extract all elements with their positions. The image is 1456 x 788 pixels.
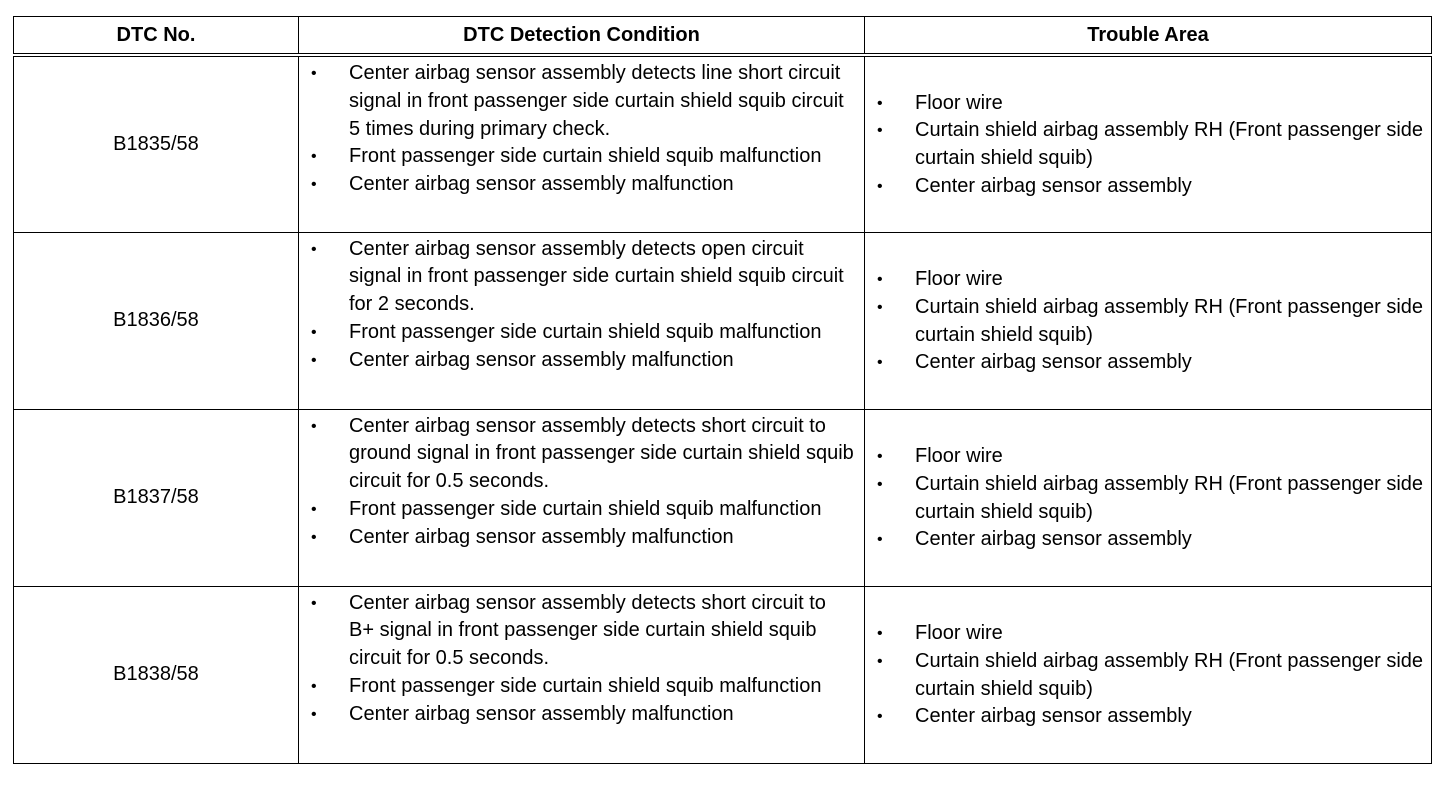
trouble-area-cell [865, 586, 1432, 763]
bullet-icon: • [877, 475, 883, 493]
bullet-icon: • [311, 176, 317, 194]
condition-item [299, 347, 864, 375]
condition-item-list [299, 57, 864, 199]
trouble-area-item-text: Curtain shield airbag assembly RH (Front passenger side curtain shield squib) [915, 649, 1424, 700]
condition-item [299, 171, 864, 199]
bullet-icon: • [311, 528, 317, 546]
bullet-icon: • [877, 624, 883, 642]
dtc-code-cell: B1836/58 [14, 232, 299, 409]
condition-item-text: Center airbag sensor assembly malfunction [349, 525, 734, 548]
condition-item-text: Front passenger side curtain shield squib malfunction [349, 145, 822, 168]
trouble-area-item-text: Center airbag sensor assembly [915, 705, 1192, 728]
condition-item [299, 590, 864, 673]
dtc-code-cell: B1838/58 [14, 586, 299, 763]
bullet-icon: • [311, 351, 317, 369]
trouble-area-item-text: Curtain shield airbag assembly RH (Front passenger side curtain shield squib) [915, 119, 1424, 170]
bullet-icon: • [877, 94, 883, 112]
detection-condition-cell [299, 55, 865, 232]
trouble-area-item-text: Floor wire [915, 267, 1003, 290]
header-detection-condition: DTC Detection Condition [299, 17, 865, 56]
detection-condition-cell [299, 409, 865, 586]
trouble-area-item-text: Floor wire [915, 91, 1003, 114]
trouble-area-item-list [865, 88, 1431, 201]
trouble-area-item-text: Floor wire [915, 621, 1003, 644]
bullet-icon: • [311, 323, 317, 341]
trouble-area-item [865, 471, 1431, 527]
condition-item-list [299, 410, 864, 552]
condition-item [299, 236, 864, 319]
header-dtc-no: DTC No. [14, 17, 299, 56]
trouble-area-item [865, 620, 1431, 648]
trouble-area-cell [865, 232, 1432, 409]
condition-item-text: Front passenger side curtain shield squib malfunction [349, 674, 822, 697]
detection-condition-cell [299, 232, 865, 409]
trouble-area-item-list [865, 264, 1431, 377]
bullet-icon: • [877, 122, 883, 140]
bullet-icon: • [311, 148, 317, 166]
bullet-icon: • [877, 708, 883, 726]
trouble-area-cell [865, 409, 1432, 586]
condition-item-text: Center airbag sensor assembly malfunction [349, 173, 734, 196]
detection-condition-cell [299, 586, 865, 763]
trouble-area-item [865, 526, 1431, 554]
trouble-area-item-list [865, 618, 1431, 731]
table-row [14, 55, 1432, 232]
bullet-icon: • [877, 354, 883, 372]
condition-item-list [299, 587, 864, 729]
trouble-area-item [865, 349, 1431, 377]
condition-item [299, 673, 864, 701]
condition-item-text: Front passenger side curtain shield squib malfunction [349, 320, 822, 343]
condition-item-text: Center airbag sensor assembly detects short circuit to B+ signal in front passenger side curtain shield squib circuit for 0.5 seconds. [349, 591, 826, 670]
bullet-icon: • [311, 240, 317, 258]
condition-item [299, 496, 864, 524]
bullet-icon: • [877, 270, 883, 288]
trouble-area-item [865, 266, 1431, 294]
condition-item-text: Center airbag sensor assembly detects short circuit to ground signal in front passenger side curtain shield squib circuit for 0.5 seconds. [349, 414, 854, 493]
bullet-icon: • [877, 178, 883, 196]
bullet-icon: • [877, 531, 883, 549]
dtc-table [13, 16, 1432, 764]
bullet-icon: • [311, 594, 317, 612]
bullet-icon: • [311, 500, 317, 518]
condition-item [299, 143, 864, 171]
trouble-area-item-text: Floor wire [915, 444, 1003, 467]
bullet-icon: • [877, 447, 883, 465]
trouble-area-item [865, 173, 1431, 201]
trouble-area-item [865, 117, 1431, 173]
condition-item [299, 319, 864, 347]
trouble-area-item [865, 443, 1431, 471]
bullet-icon: • [877, 652, 883, 670]
trouble-area-item [865, 648, 1431, 704]
condition-item-list [299, 233, 864, 375]
trouble-area-item-text: Curtain shield airbag assembly RH (Front passenger side curtain shield squib) [915, 472, 1424, 523]
trouble-area-cell [865, 55, 1432, 232]
table-row [14, 586, 1432, 763]
trouble-area-item-text: Center airbag sensor assembly [915, 351, 1192, 374]
trouble-area-item [865, 294, 1431, 350]
dtc-code-cell: B1835/58 [14, 55, 299, 232]
table-row [14, 409, 1432, 586]
trouble-area-item-text: Curtain shield airbag assembly RH (Front passenger side curtain shield squib) [915, 295, 1424, 346]
trouble-area-item-list [865, 441, 1431, 554]
dtc-code-cell: B1837/58 [14, 409, 299, 586]
trouble-area-item [865, 703, 1431, 731]
bullet-icon: • [311, 677, 317, 695]
header-trouble-area: Trouble Area [865, 17, 1432, 56]
condition-item [299, 701, 864, 729]
bullet-icon: • [311, 417, 317, 435]
trouble-area-item [865, 90, 1431, 118]
condition-item-text: Front passenger side curtain shield squib malfunction [349, 497, 822, 520]
trouble-area-item-text: Center airbag sensor assembly [915, 175, 1192, 198]
condition-item [299, 413, 864, 496]
condition-item-text: Center airbag sensor assembly detects open circuit signal in front passenger side curtain shield squib circuit for 2 seconds. [349, 237, 844, 316]
condition-item [299, 60, 864, 143]
condition-item [299, 524, 864, 552]
condition-item-text: Center airbag sensor assembly malfunction [349, 702, 734, 725]
table-row [14, 232, 1432, 409]
condition-item-text: Center airbag sensor assembly malfunction [349, 348, 734, 371]
bullet-icon: • [311, 65, 317, 82]
trouble-area-item-text: Center airbag sensor assembly [915, 528, 1192, 551]
bullet-icon: • [877, 298, 883, 316]
table-header-row [14, 17, 1432, 56]
condition-item-text: Center airbag sensor assembly detects line short circuit signal in front passenger side curtain shield squib circuit 5 times during primary check. [349, 62, 844, 140]
bullet-icon: • [311, 705, 317, 723]
